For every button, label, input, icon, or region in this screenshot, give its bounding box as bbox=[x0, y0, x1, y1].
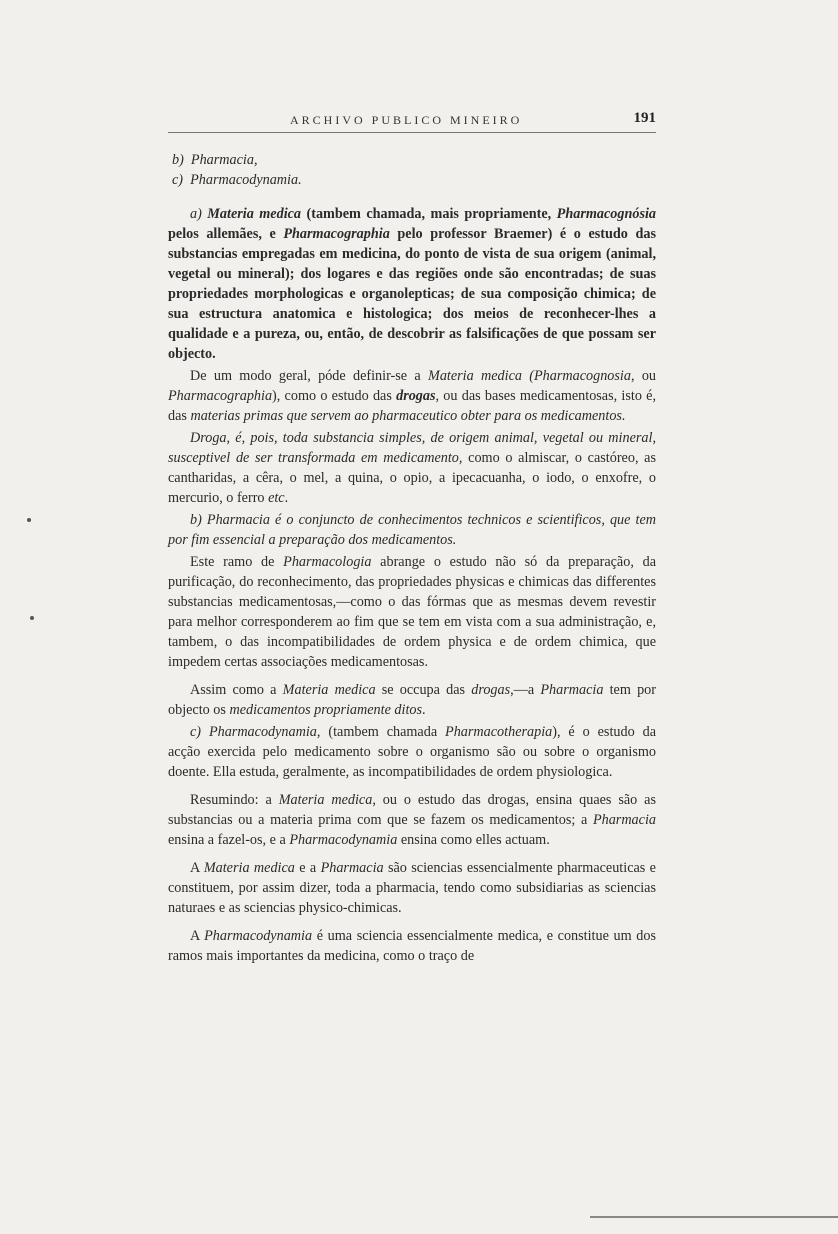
text-segment: b) bbox=[190, 512, 207, 528]
text-segment: a) bbox=[190, 206, 208, 222]
text-segment: se occupa das bbox=[375, 682, 472, 698]
paragraph bbox=[168, 722, 656, 782]
list-item-c bbox=[168, 170, 656, 190]
text-segment: é uma sciencia essencialmente medica, e constitue um dos ramos mais importantes da medicina, como o traço de bbox=[168, 928, 656, 964]
text-segment: e a bbox=[294, 860, 321, 876]
list-text: Pharmacia, bbox=[190, 152, 258, 168]
text-segment: Este ramo de bbox=[190, 554, 284, 570]
text-segment: , ou das bases medicamentosas, isto é, das bbox=[168, 388, 656, 424]
paragraph bbox=[168, 926, 656, 966]
text-segment: A bbox=[190, 928, 205, 944]
list-text: Pharmacodynamia. bbox=[190, 172, 302, 188]
paragraph bbox=[168, 858, 656, 918]
text-segment: Materia medica bbox=[278, 792, 373, 808]
text-segment: , ou o estudo das drogas, ensina quaes são as substancias ou a materia prima com que se fazem os medicamentos; a bbox=[168, 792, 656, 828]
text-segment: . bbox=[422, 702, 426, 718]
text-segment: ), como o estudo das bbox=[272, 388, 397, 404]
text-segment: Resumindo: a bbox=[190, 792, 279, 808]
scan-speck bbox=[30, 616, 34, 620]
running-title: ARCHIVO PUBLICO MINEIRO bbox=[290, 113, 523, 127]
footer-rule bbox=[590, 1216, 838, 1218]
text-segment: ensina como elles actuam. bbox=[397, 832, 550, 848]
text-segment: Pharmacia bbox=[540, 682, 604, 698]
page-number: 191 bbox=[633, 110, 656, 126]
text-segment: , (tambem chamada bbox=[316, 724, 446, 740]
paragraphs bbox=[168, 204, 656, 966]
text-segment: Pharmacodynamia bbox=[208, 724, 317, 740]
text-segment: Materia medica bbox=[282, 682, 376, 698]
scan-speck bbox=[27, 518, 31, 522]
text-segment: Materia medica (Pharmacognosia bbox=[428, 368, 631, 384]
running-head bbox=[168, 110, 656, 133]
paragraph bbox=[168, 680, 656, 720]
text-segment: pelo professor Braemer) é o estudo das substancias empregadas em medicina, do ponto de vista de sua origem (animal, vegetal ou mineral); dos logares e das regiões onde são encontradas; de suas propriedades morphologicas e organolepticas; de sua composição chimica; de sua estructura anatomica e histologica; dos meios de reconhecer-lhes a qualidade e a pureza, ou, então, de descobrir as falsificações de que possam ser objecto. bbox=[168, 226, 656, 362]
text-segment: Droga, é, pois, toda substancia simples, de origem animal, vegetal ou mineral, susceptivel de ser transformada em medicamento, bbox=[168, 430, 656, 466]
text-segment: abrange o estudo não só da preparação, da purificação, do reconhecimento, das propriedades physicas e chimicas das differentes substancias medicamentosas,—como o das fórmas que as mesmas devem revestir para melhor corresponderem ao fim que se tem em vista com a sua administração, e, tambem, o das incompatibilidades de ordem physica e de ordem chimica, que impedem certas associações medicamentosas. bbox=[168, 554, 656, 670]
text-segment: De um modo geral, póde definir-se a bbox=[190, 368, 428, 384]
text-segment: são sciencias essencialmente pharmaceuticas e constituem, por assim dizer, toda a pharmacia, tendo como subsidiarias as sciencias naturaes e as sciencias physico-chimicas. bbox=[168, 860, 656, 916]
text-segment: Pharmacographia bbox=[168, 388, 273, 404]
text-segment: Pharmacia bbox=[320, 860, 384, 876]
text-segment: como o almiscar, o castóreo, as cantharidas, a cêra, o mel, a quina, o opio, a ipecacuanha, o iodo, o enxofre, o mercurio, o ferro bbox=[168, 450, 657, 506]
body-text bbox=[168, 150, 656, 968]
paragraph bbox=[168, 510, 656, 550]
text-segment: ,—a bbox=[510, 682, 541, 698]
text-segment: materias primas que servem ao pharmaceutico obter para os medicamentos. bbox=[190, 408, 626, 424]
text-segment: pelos allemães, e bbox=[168, 226, 284, 242]
text-segment: Pharmacodynamia bbox=[204, 928, 313, 944]
text-segment: tem por objecto os bbox=[168, 682, 656, 718]
text-segment: Pharmacia é o conjuncto de conhecimentos technicos e scientificos, que tem por fim essencial a preparação dos medicamentos. bbox=[168, 512, 656, 548]
paragraph bbox=[168, 428, 656, 508]
text-segment: Pharmacognósia bbox=[556, 206, 656, 222]
text-segment: drogas bbox=[396, 388, 436, 404]
text-segment: Pharmacographia bbox=[283, 226, 390, 242]
text-segment: Pharmacologia bbox=[283, 554, 372, 570]
text-segment: ensina a fazel-os, e a bbox=[168, 832, 290, 848]
text-segment: medicamentos propriamente ditos bbox=[229, 702, 423, 718]
paragraph bbox=[168, 552, 656, 672]
text-segment: . bbox=[284, 490, 289, 506]
text-segment: c) bbox=[190, 724, 209, 740]
text-segment: etc bbox=[268, 490, 285, 506]
text-segment: (tambem chamada, mais propriamente, bbox=[301, 206, 557, 222]
text-segment: drogas bbox=[471, 682, 511, 698]
text-segment: ), é o estudo da acção exercida pelo medicamento sobre o organismo são ou sobre o organismo doente. Ella estuda, geralmente, as incompatibilidades de ordem physiologica. bbox=[168, 724, 656, 780]
text-segment: Materia medica bbox=[207, 206, 302, 222]
text-segment: Pharmacodynamia bbox=[289, 832, 398, 848]
text-segment: Pharmacotherapia bbox=[445, 724, 553, 740]
paragraph bbox=[168, 204, 656, 364]
list-label: c) bbox=[172, 172, 184, 188]
text-segment: Assim como a bbox=[190, 682, 283, 698]
list-item-b bbox=[168, 150, 656, 170]
paragraph bbox=[168, 790, 656, 850]
text-segment: , ou bbox=[630, 368, 657, 384]
text-segment: A bbox=[190, 860, 204, 876]
text-segment: Materia medica bbox=[203, 860, 295, 876]
list-label: b) bbox=[172, 152, 184, 168]
text-segment: Pharmacia bbox=[592, 812, 656, 828]
paragraph bbox=[168, 366, 656, 426]
